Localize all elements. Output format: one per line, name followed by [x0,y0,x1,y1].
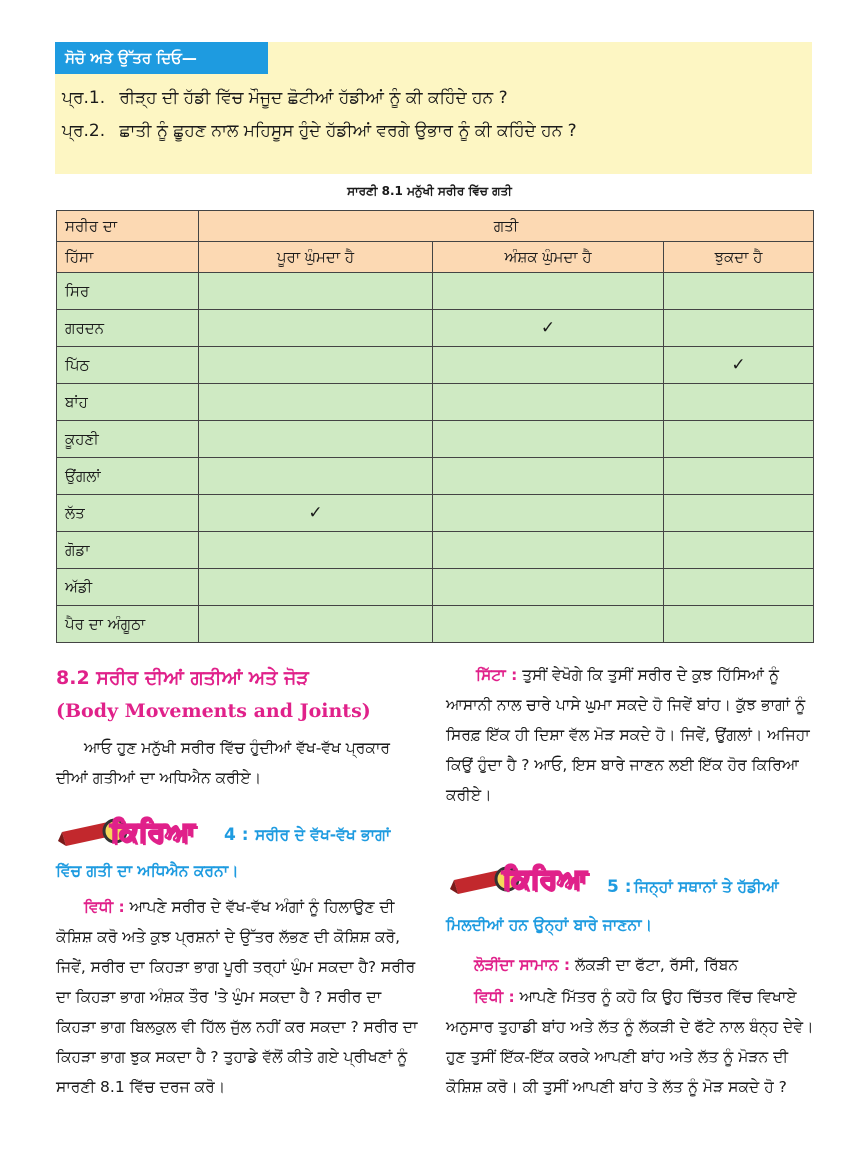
question-number: ਪ੍ਰ.1. [62,88,106,108]
empty-cell [433,384,664,421]
head-partial-rotation: ਅੰਸ਼ਕ ਘੁੰਮਦਾ ਹੈ [433,242,664,273]
check-mark-cell: ✓ [199,495,433,532]
question-1 [62,88,508,108]
activity-5-materials [446,950,814,980]
empty-cell [664,495,814,532]
table-row [57,495,814,532]
empty-cell [199,421,433,458]
empty-cell [199,384,433,421]
head-part-line2: ਹਿੱਸਾ [57,242,199,273]
think-answer-heading: ਸੋਚੋ ਅਤੇ ਉੱਤਰ ਦਿਓ— [55,42,268,74]
question-2 [62,121,577,141]
head-bends: ਝੁਕਦਾ ਹੈ [664,242,814,273]
empty-cell [433,569,664,606]
empty-cell [433,273,664,310]
activity-4-title: ਸਰੀਰ ਦੇ ਵੱਖ-ਵੱਖ ਭਾਗਾਂ [255,826,391,844]
empty-cell [199,569,433,606]
check-mark-cell: ✓ [664,347,814,384]
body-part-cell: ਲੱਤ [57,495,199,532]
activity-5-word: ਕਿਰਿਆ [502,862,587,895]
empty-cell [433,532,664,569]
activity-4-word: ਕਿਰਿਆ [110,815,195,848]
body-part-cell: ਪੈਰ ਦਾ ਅੰਗੂਠਾ [57,606,199,643]
body-part-cell: ਕੂਹਣੀ [57,421,199,458]
body-part-cell: ਅੱਡੀ [57,569,199,606]
empty-cell [664,384,814,421]
question-number: ਪ੍ਰ.2. [62,121,106,141]
table-row [57,347,814,384]
activity-5-number: 5 : [607,877,632,897]
activity-4-title-cont: ਵਿੱਚ ਗਤੀ ਦਾ ਅਧਿਐਨ ਕਰਨਾ। [56,862,239,880]
empty-cell [664,421,814,458]
question-text: ਛਾਤੀ ਨੂੰ ਛੂਹਣ ਨਾਲ ਮਹਿਸੂਸ ਹੁੰਦੇ ਹੱਡੀਆਂ ਵਰਗੇ ਉਭਾਰ ਨੂੰ ਕੀ ਕਹਿੰਦੇ ਹਨ ? [119,121,577,141]
section-heading: 8.2 ਸਰੀਰ ਦੀਆਂ ਗਤੀਆਂ ਅਤੇ ਜੋੜ [56,667,309,689]
table-row [57,310,814,347]
method-label: ਵਿਧੀ : [84,898,125,916]
table-caption: ਸਾਰਣੀ 8.1 ਮਨੁੱਖੀ ਸਰੀਰ ਵਿੱਚ ਗਤੀ [347,184,512,198]
body-part-cell: ਪਿੱਠ [57,347,199,384]
table-row [57,384,814,421]
table-row [57,569,814,606]
check-mark-cell: ✓ [433,310,664,347]
section-intro: ਆਓ ਹੁਣ ਮਨੁੱਖੀ ਸਰੀਰ ਵਿੱਚ ਹੁੰਦੀਆਂ ਵੱਖ-ਵੱਖ ਪ੍ਰਕਾਰ ਦੀਆਂ ਗਤੀਆਂ ਦਾ ਅਧਿਐਨ ਕਰੀਏ। [56,739,391,787]
empty-cell [433,495,664,532]
empty-cell [199,606,433,643]
empty-cell [664,310,814,347]
method-label: ਵਿਧੀ : [474,988,515,1006]
empty-cell [664,569,814,606]
head-part-line1: ਸਰੀਰ ਦਾ [57,211,199,242]
empty-cell [199,310,433,347]
activity-4-method [56,892,424,1102]
activity-5-title: ਜਿਨ੍ਹਾਂ ਸਥਾਨਾਂ ਤੇ ਹੱਡੀਆਂ [634,878,779,896]
table-row [57,606,814,643]
empty-cell [199,458,433,495]
conclusion [446,660,814,810]
method-text: ਆਪਣੇ ਸਰੀਰ ਦੇ ਵੱਖ-ਵੱਖ ਅੰਗਾਂ ਨੂੰ ਹਿਲਾਉਣ ਦੀ ਕੋਸ਼ਿਸ਼ ਕਰੋ ਅਤੇ ਕੁਝ ਪ੍ਰਸ਼ਨਾਂ ਦੇ ਉੱਤਰ ਲੱਭਣ ਦੀ ਕੋਸ਼ਿਸ਼ ਕਰੋ, ਜਿਵੇਂ, ਸਰੀਰ ਦਾ ਕਿਹੜਾ ਭਾਗ ਪੂਰੀ ਤਰ੍ਹਾਂ ਘੁੰਮ ਸਕਦਾ ਹੈ? ਸਰੀਰ ਦਾ ਕਿਹੜਾ ਭਾਗ ਅੰਸ਼ਕ ਤੌਰ 'ਤੇ ਘੁੰਮ ਸਕਦਾ ਹੈ ? ਸਰੀਰ ਦਾ ਕਿਹੜਾ ਭਾਗ ਬਿਲਕੁਲ ਵੀ ਹਿੱਲ ਜੁੱਲ ਨਹੀਂ ਕਰ ਸਕਦਾ ? ਸਰੀਰ ਦਾ ਕਿਹੜਾ ਭਾਗ ਝੁਕ ਸਕਦਾ ਹੈ ? ਤੁਹਾਡੇ ਵੱਲੋਂ ਕੀਤੇ ਗਏ ਪ੍ਰੀਖਣਾਂ ਨੂੰ ਸਾਰਣੀ 8.1 ਵਿੱਚ ਦਰਜ ਕਰੋ। [56,898,418,1096]
conclusion-label: ਸਿੱਟਾ : [476,666,518,684]
empty-cell [199,273,433,310]
empty-cell [433,606,664,643]
head-full-rotation: ਪੂਰਾ ਘੁੰਮਦਾ ਹੈ [199,242,433,273]
empty-cell [433,421,664,458]
empty-cell [433,458,664,495]
table-row [57,273,814,310]
empty-cell [664,606,814,643]
section-heading-english: (Body Movements and Joints) [56,700,371,722]
movement-table [56,210,814,643]
body-part-cell: ਉਂਗਲਾਂ [57,458,199,495]
empty-cell [664,458,814,495]
question-text: ਰੀੜ੍ਹ ਦੀ ਹੱਡੀ ਵਿੱਚ ਮੌਜੂਦ ਛੋਟੀਆਂ ਹੱਡੀਆਂ ਨੂੰ ਕੀ ਕਹਿੰਦੇ ਹਨ ? [119,88,508,108]
materials-text: ਲੱਕੜੀ ਦਾ ਫੱਟਾ, ਰੱਸੀ, ਰਿੱਬਨ [574,956,739,974]
head-movement: ਗਤੀ [199,211,814,242]
body-part-cell: ਬਾਂਹ [57,384,199,421]
empty-cell [433,347,664,384]
table-row [57,532,814,569]
body-part-cell: ਗੋਡਾ [57,532,199,569]
activity-5-method [446,982,814,1102]
empty-cell [664,532,814,569]
table-row [57,458,814,495]
method-text: ਆਪਣੇ ਮਿੱਤਰ ਨੂੰ ਕਹੋ ਕਿ ਉਹ ਚਿੱਤਰ ਵਿੱਚ ਵਿਖਾਏ ਅਨੁਸਾਰ ਤੁਹਾਡੀ ਬਾਂਹ ਅਤੇ ਲੱਤ ਨੂੰ ਲੱਕੜੀ ਦੇ ਫੱਟੇ ਨਾਲ ਬੰਨ੍ਹ ਦੇਵੇ। ਹੁਣ ਤੁਸੀਂ ਇੱਕ-ਇੱਕ ਕਰਕੇ ਆਪਣੀ ਬਾਂਹ ਅਤੇ ਲੱਤ ਨੂੰ ਮੋੜਨ ਦੀ ਕੋਸ਼ਿਸ਼ ਕਰੋ। ਕੀ ਤੁਸੀਂ ਆਪਣੀ ਬਾਂਹ ਤੇ ਲੱਤ ਨੂੰ ਮੋੜ ਸਕਦੇ ਹੋ ? [446,988,814,1096]
activity-5-title-cont: ਮਿਲਦੀਆਂ ਹਨ ਉਨ੍ਹਾਂ ਬਾਰੇ ਜਾਣਨਾ। [446,916,653,934]
body-part-cell: ਸਿਰ [57,273,199,310]
conclusion-text: ਤੁਸੀਂ ਵੇਖੋਗੇ ਕਿ ਤੁਸੀਂ ਸਰੀਰ ਦੇ ਕੁਝ ਹਿੱਸਿਆਂ ਨੂੰ ਆਸਾਨੀ ਨਾਲ ਚਾਰੇ ਪਾਸੇ ਘੁਮਾ ਸਕਦੇ ਹੋ ਜਿਵੇਂ ਬਾਂਹ। ਕੁੱਝ ਭਾਗਾਂ ਨੂੰ ਸਿਰਫ਼ ਇੱਕ ਹੀ ਦਿਸ਼ਾ ਵੱਲ ਮੋੜ ਸਕਦੇ ਹੋ। ਜਿਵੇਂ, ਉਂਗਲਾਂ। ਅਜਿਹਾ ਕਿਉਂ ਹੁੰਦਾ ਹੈ ? ਆਓ, ਇਸ ਬਾਰੇ ਜਾਣਨ ਲਈ ਇੱਕ ਹੋਰ ਕਿਰਿਆ ਕਰੀਏ। [446,666,810,804]
table-row [57,421,814,458]
body-part-cell: ਗਰਦਨ [57,310,199,347]
empty-cell [199,347,433,384]
empty-cell [199,532,433,569]
materials-label: ਲੋੜੀਂਦਾ ਸਾਮਾਨ : [474,956,571,974]
empty-cell [664,273,814,310]
activity-4-number: 4 : [224,825,249,845]
